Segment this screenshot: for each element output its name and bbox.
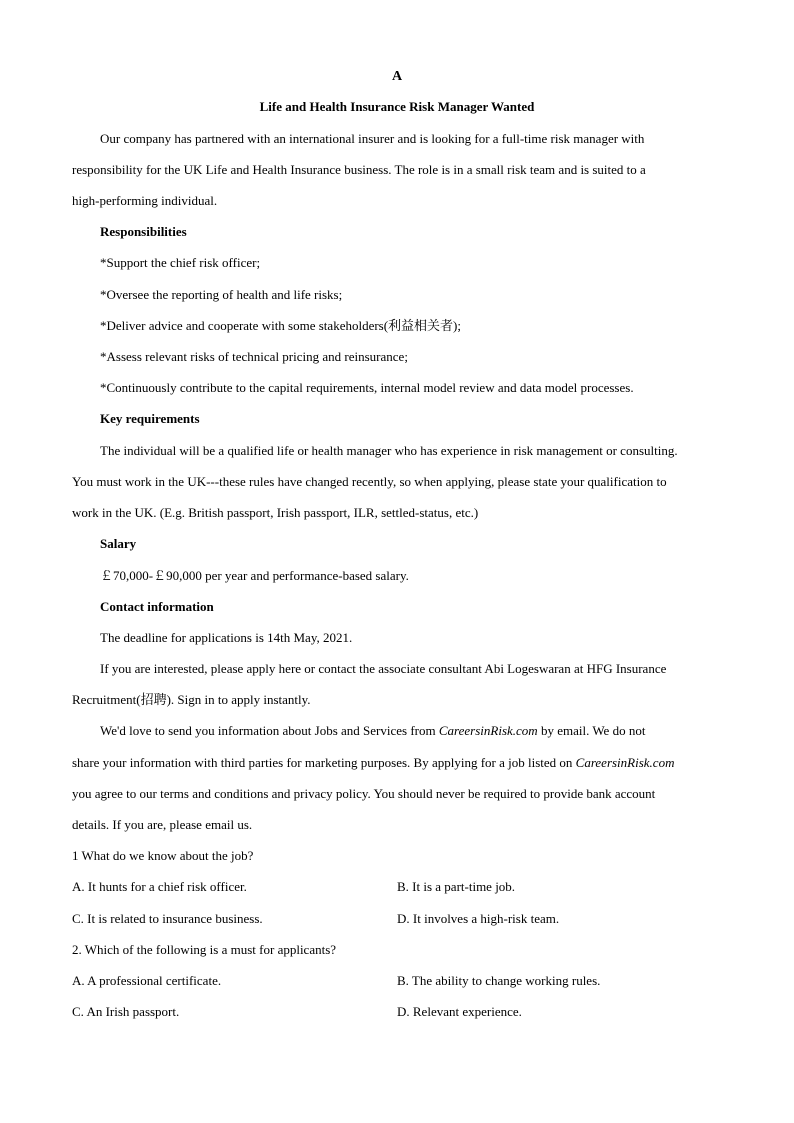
answer-option: C. An Irish passport. bbox=[72, 1004, 180, 1019]
salary-text: ￡70,000-￡90,000 per year and performance-based salary. bbox=[100, 568, 409, 583]
answer-option: A. It hunts for a chief risk officer. bbox=[72, 879, 247, 894]
site-name: CareersinRisk.com bbox=[575, 755, 675, 770]
site-name: CareersinRisk.com bbox=[438, 723, 538, 738]
privacy-line-4: details. If you are, please email us. bbox=[72, 817, 253, 832]
answer-option: B. It is a part-time job. bbox=[397, 879, 516, 894]
privacy-line-3: you agree to our terms and conditions and privacy policy. You should never be required to provide bank account bbox=[72, 786, 656, 801]
privacy-line-2 bbox=[72, 755, 674, 771]
responsibility-item: *Assess relevant risks of technical pricing and reinsurance; bbox=[100, 349, 408, 364]
answer-option: D. It involves a high-risk team. bbox=[397, 911, 560, 926]
answer-option: D. Relevant experience. bbox=[397, 1004, 522, 1019]
privacy-text: by email. We do not bbox=[537, 723, 646, 738]
answer-option: B. The ability to change working rules. bbox=[397, 973, 601, 988]
intro-line-2: responsibility for the UK Life and Health Insurance business. The role is in a small risk team and is suited to a bbox=[72, 162, 646, 177]
privacy-text: We'd love to send you information about Jobs and Services from bbox=[100, 723, 439, 738]
answer-option: C. It is related to insurance business. bbox=[72, 911, 263, 926]
responsibilities-heading: Responsibilities bbox=[100, 224, 187, 239]
apply-line-1: If you are interested, please apply here or contact the associate consultant Abi Logeswaran at HFG Insurance bbox=[100, 661, 667, 676]
contact-heading: Contact information bbox=[100, 599, 214, 614]
privacy-line-1 bbox=[100, 723, 645, 739]
requirements-heading: Key requirements bbox=[100, 411, 200, 426]
intro-line-3: high-performing individual. bbox=[72, 193, 218, 208]
responsibility-item: *Continuously contribute to the capital requirements, internal model review and data model processes. bbox=[100, 380, 634, 395]
apply-line-2: Recruitment(招聘). Sign in to apply instantly. bbox=[72, 692, 311, 707]
question-stem: 2. Which of the following is a must for applicants? bbox=[72, 942, 337, 957]
intro-line-1: Our company has partnered with an international insurer and is looking for a full-time risk manager with bbox=[100, 131, 645, 146]
responsibility-item: *Deliver advice and cooperate with some stakeholders(利益相关者); bbox=[100, 318, 461, 333]
page-title: Life and Health Insurance Risk Manager Wanted bbox=[259, 99, 535, 114]
requirements-line-2: You must work in the UK---these rules have changed recently, so when applying, please state your qualification to bbox=[72, 474, 667, 489]
answer-option: A. A professional certificate. bbox=[72, 973, 222, 988]
deadline-text: The deadline for applications is 14th May, 2021. bbox=[100, 630, 353, 645]
responsibility-item: *Oversee the reporting of health and life risks; bbox=[100, 287, 343, 302]
question-stem: 1 What do we know about the job? bbox=[72, 848, 254, 863]
responsibility-item: *Support the chief risk officer; bbox=[100, 255, 261, 270]
privacy-text: share your information with third parties for marketing purposes. By applying for a job listed on bbox=[72, 755, 576, 770]
requirements-line-1: The individual will be a qualified life or health manager who has experience in risk management or consulting. bbox=[100, 443, 678, 458]
requirements-line-3: work in the UK. (E.g. British passport, Irish passport, ILR, settled-status, etc.) bbox=[72, 505, 479, 520]
section-letter: A bbox=[391, 69, 403, 84]
salary-heading: Salary bbox=[100, 536, 137, 551]
